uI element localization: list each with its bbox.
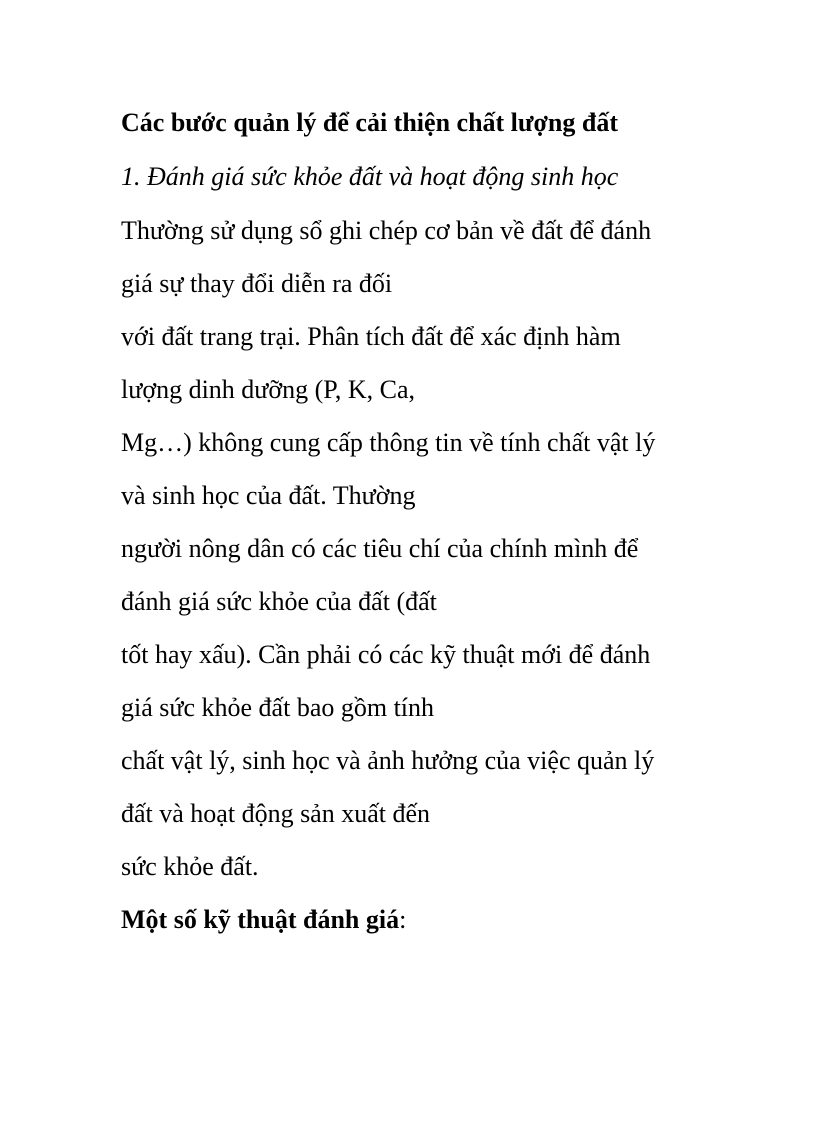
paragraph-line: Thường sử dụng sổ ghi chép cơ bản về đất để đánh (121, 216, 652, 245)
paragraph-6 (121, 746, 721, 829)
paragraph-5 (121, 640, 721, 723)
paragraph-line: và sinh học của đất. Thường (121, 481, 416, 510)
subsection-heading: 1. Đánh giá sức khỏe đất và hoạt động sinh học (121, 162, 619, 191)
techniques-heading (121, 905, 721, 935)
paragraph-line: giá sức khỏe đất bao gồm tính (121, 693, 435, 722)
techniques-heading-colon: : (399, 905, 407, 934)
paragraph-1 (121, 216, 721, 299)
paragraph-line: tốt hay xấu). Cần phải có các kỹ thuật mới để đánh (121, 640, 651, 669)
paragraph-2 (121, 322, 721, 405)
section-heading: Các bước quản lý để cải thiện chất lượng đất (121, 108, 618, 137)
paragraph-line: với đất trang trại. Phân tích đất để xác định hàm (121, 322, 621, 351)
document-body (121, 108, 721, 935)
techniques-heading-text: Một số kỹ thuật đánh giá (121, 905, 400, 934)
paragraph-line: Mg…) không cung cấp thông tin về tính chất vật lý (121, 428, 656, 457)
paragraph-line: đánh giá sức khỏe của đất (đất (121, 587, 437, 616)
paragraph-4 (121, 534, 721, 617)
paragraph-line: người nông dân có các tiêu chí của chính mình để (121, 534, 639, 563)
paragraph-line: đất và hoạt động sản xuất đến (121, 799, 431, 828)
closing-line: sức khỏe đất. (121, 852, 259, 881)
paragraph-line: lượng dinh dưỡng (P, K, Ca, (121, 375, 416, 404)
paragraph-line: chất vật lý, sinh học và ảnh hưởng của việc quản lý (121, 746, 655, 775)
paragraph-3 (121, 428, 721, 511)
paragraph-line: giá sự thay đổi diễn ra đối (121, 269, 393, 298)
